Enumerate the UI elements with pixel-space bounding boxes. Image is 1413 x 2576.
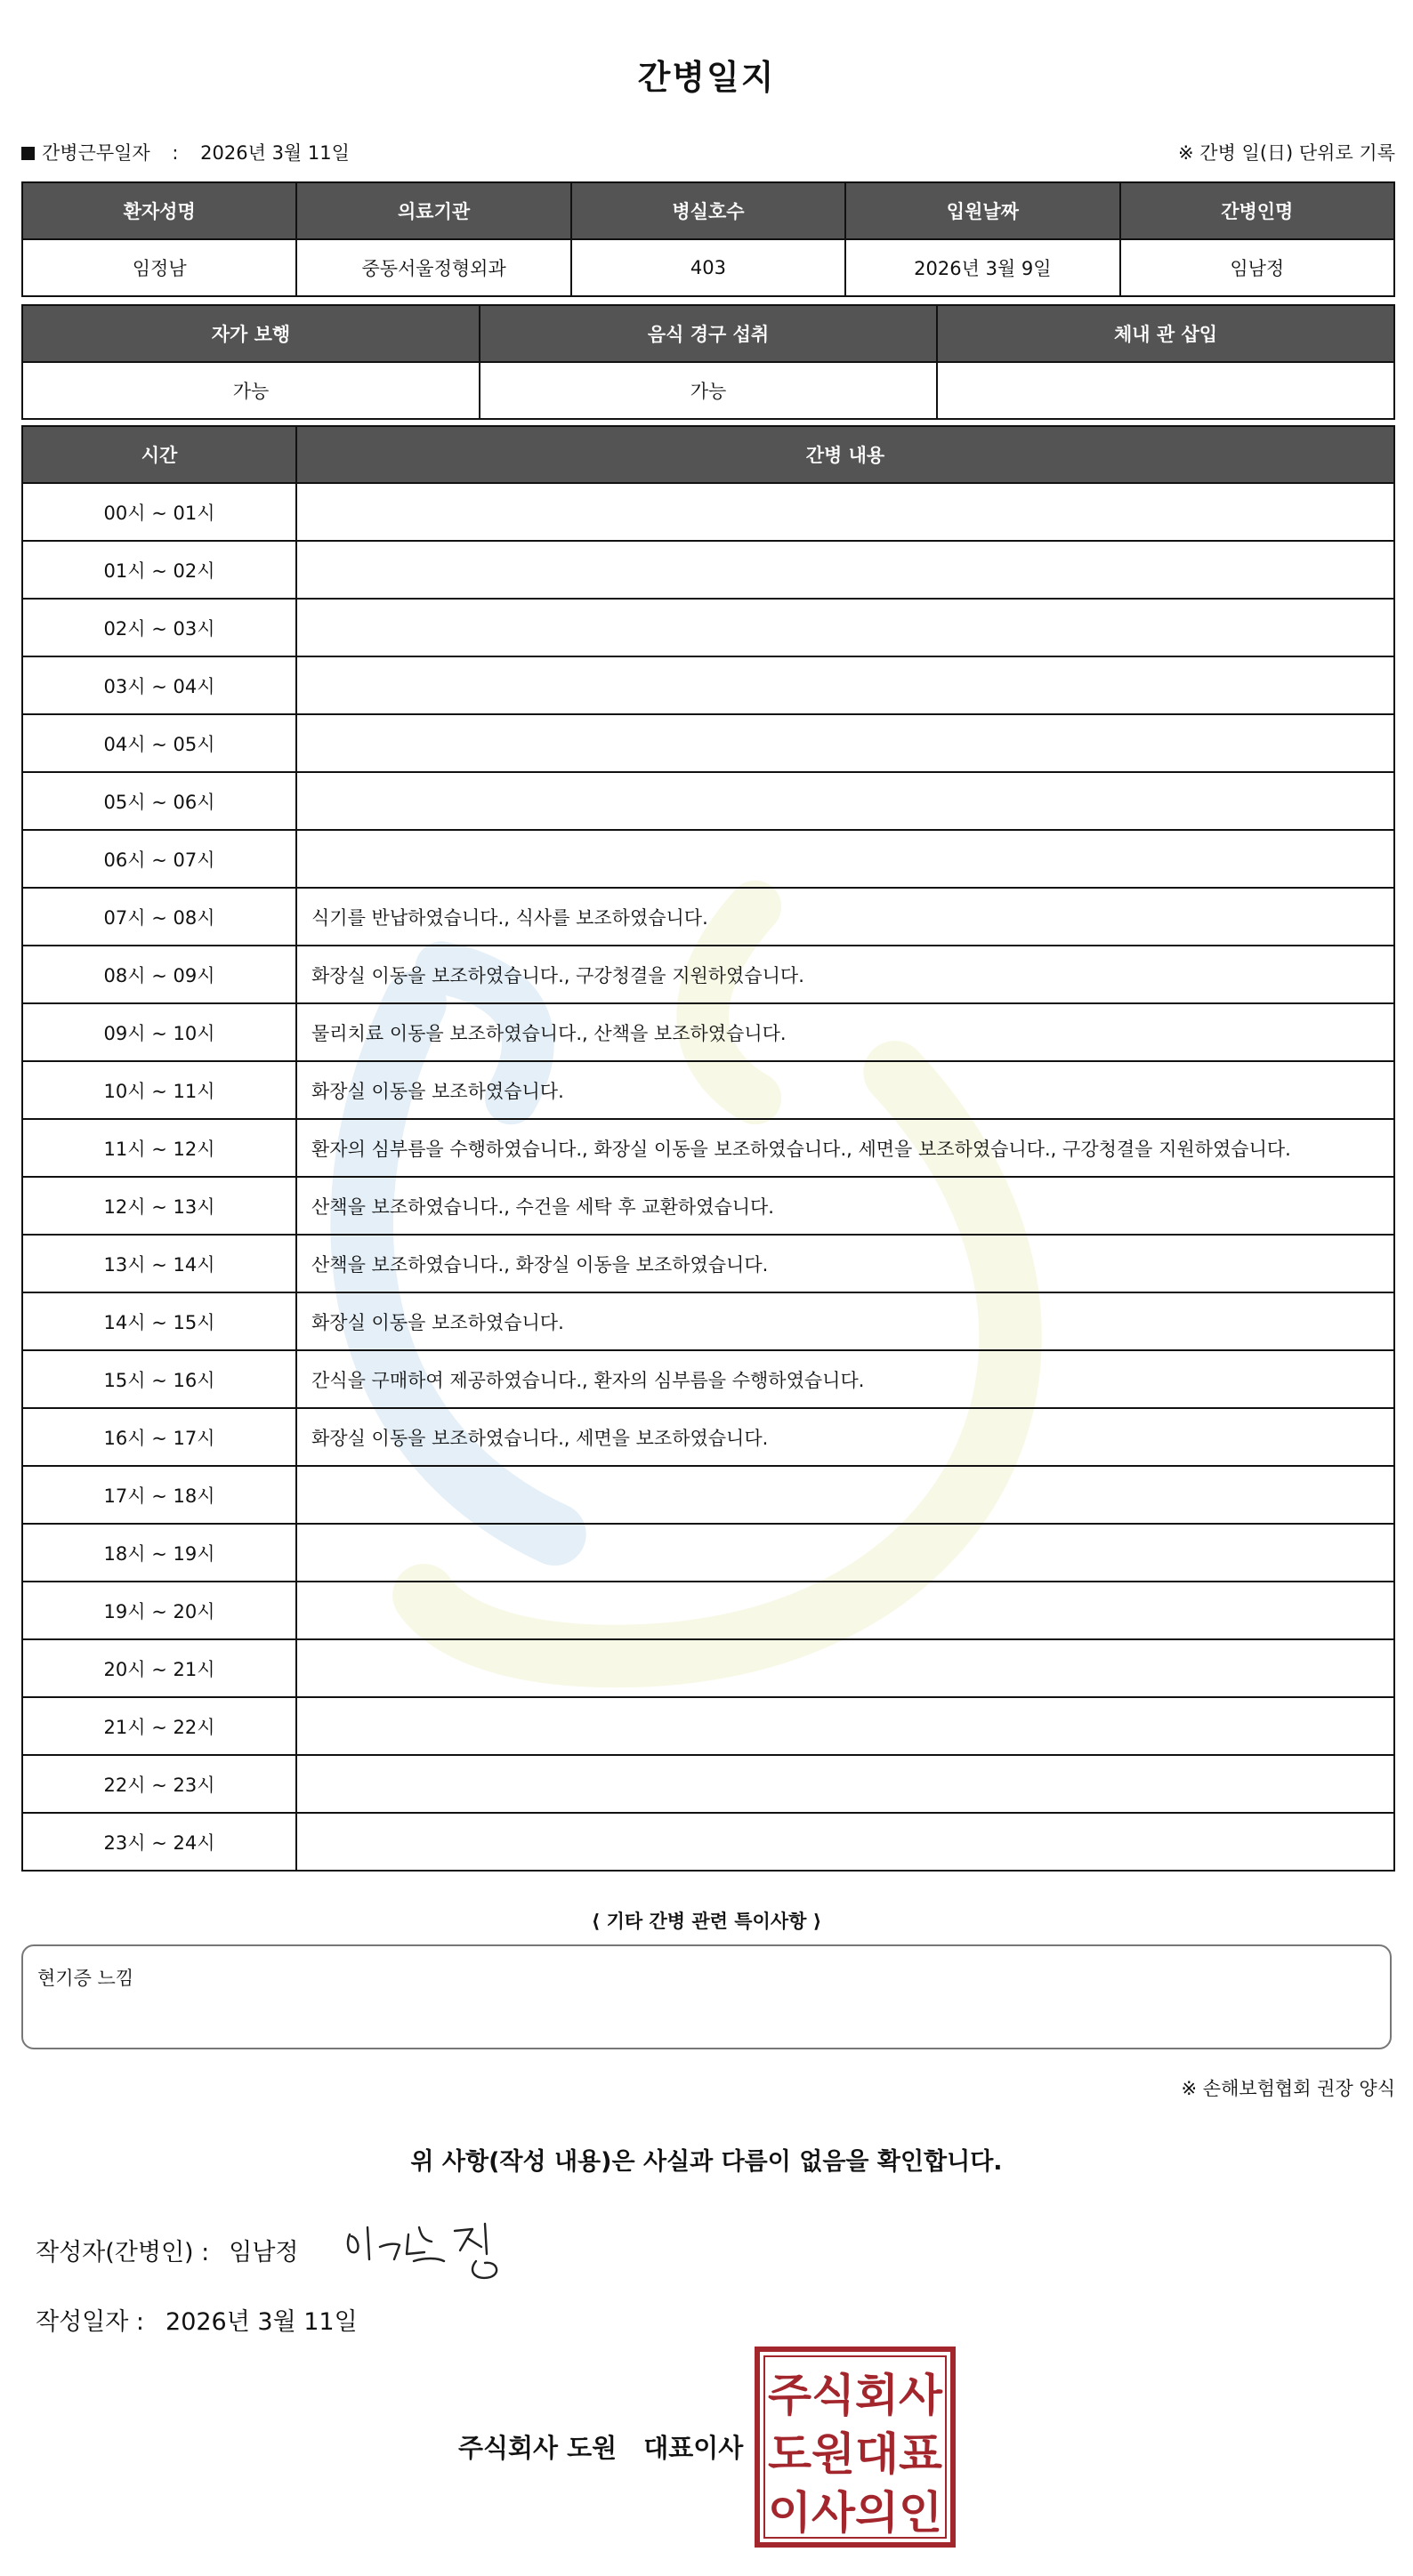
header-oral-intake: 음식 경구 섭취 — [480, 305, 937, 362]
writer-line — [36, 2233, 299, 2267]
care-log-time: 23시 ~ 24시 — [22, 1813, 296, 1871]
patient-status-header-row — [22, 305, 1394, 362]
seal-text-row-1: 주식회사 — [768, 2370, 943, 2421]
care-log-row — [22, 1813, 1394, 1871]
care-log-time: 05시 ~ 06시 — [22, 772, 296, 830]
written-date-line — [36, 2302, 358, 2337]
care-log-content: 산책을 보조하였습니다., 화장실 이동을 보조하였습니다. — [296, 1235, 1394, 1292]
special-notes-content: 현기증 느낌 — [37, 1968, 134, 1989]
care-log-time: 08시 ~ 09시 — [22, 946, 296, 1003]
care-log-content: 화장실 이동을 보조하였습니다., 구강청결을 지원하였습니다. — [296, 946, 1394, 1003]
care-log-content — [296, 1697, 1394, 1755]
care-log-row — [22, 656, 1394, 714]
care-log-row — [22, 1061, 1394, 1119]
care-log-content — [296, 599, 1394, 656]
hospital-name: 중동서울정형외과 — [296, 239, 570, 296]
confirmation-statement: 위 사항(작성 내용)은 사실과 다름이 없음을 확인합니다. — [410, 2148, 1003, 2176]
care-log-row — [22, 830, 1394, 888]
care-log-body — [22, 483, 1394, 1871]
work-date-value: 2026년 3월 11일 — [200, 142, 350, 164]
special-notes-title: ⟨ 기타 간병 관련 특이사항 ⟩ — [591, 1911, 822, 1932]
care-log-time: 17시 ~ 18시 — [22, 1466, 296, 1524]
work-date — [21, 139, 350, 165]
recommended-form-note: ※ 손해보험협회 권장 양식 — [1181, 2078, 1395, 2099]
patient-status-table — [21, 304, 1395, 420]
care-log-content — [296, 1582, 1394, 1639]
care-log-time: 20시 ~ 21시 — [22, 1639, 296, 1697]
patient-info-value-row — [22, 239, 1394, 296]
care-log-row — [22, 599, 1394, 656]
record-unit-note: ※ 간병 일(日) 단위로 기록 — [1178, 142, 1395, 164]
care-log-row — [22, 1177, 1394, 1235]
care-log-time: 09시 ~ 10시 — [22, 1003, 296, 1061]
care-log-time: 01시 ~ 02시 — [22, 541, 296, 599]
care-log-content — [296, 1524, 1394, 1582]
care-log-time: 12시 ~ 13시 — [22, 1177, 296, 1235]
seal-text-row-3: 이사의인 — [768, 2487, 942, 2539]
care-log-time: 16시 ~ 17시 — [22, 1408, 296, 1466]
care-log-content — [296, 541, 1394, 599]
care-log-row — [22, 772, 1394, 830]
care-log-time: 13시 ~ 14시 — [22, 1235, 296, 1292]
header-self-walking: 자가 보행 — [22, 305, 480, 362]
care-log-time: 15시 ~ 16시 — [22, 1350, 296, 1408]
company-name: 주식회사 도원 — [458, 2433, 618, 2463]
care-log-content: 간식을 구매하여 제공하였습니다., 환자의 심부름을 수행하였습니다. — [296, 1350, 1394, 1408]
caregiver-name: 임남정 — [1120, 239, 1394, 296]
care-log-time: 19시 ~ 20시 — [22, 1582, 296, 1639]
care-log-content: 환자의 심부름을 수행하였습니다., 화장실 이동을 보조하였습니다., 세면을 보조하였습니다., 구강청결을 지원하였습니다. — [296, 1119, 1394, 1177]
care-log-time: 03시 ~ 04시 — [22, 656, 296, 714]
header-care-content: 간병 내용 — [296, 426, 1394, 483]
header-patient-name: 환자성명 — [22, 182, 296, 239]
care-log-row — [22, 1466, 1394, 1524]
care-log-content: 화장실 이동을 보조하였습니다., 세면을 보조하였습니다. — [296, 1408, 1394, 1466]
header-time: 시간 — [22, 426, 296, 483]
care-log-time: 02시 ~ 03시 — [22, 599, 296, 656]
self-walking-value: 가능 — [22, 362, 480, 419]
patient-info-table — [21, 181, 1395, 297]
care-log-content: 화장실 이동을 보조하였습니다. — [296, 1061, 1394, 1119]
care-log-header-row — [22, 426, 1394, 483]
care-log-content — [296, 1639, 1394, 1697]
care-log-row — [22, 1119, 1394, 1177]
patient-status-value-row — [22, 362, 1394, 419]
care-log-content — [296, 772, 1394, 830]
care-log-row — [22, 1524, 1394, 1582]
care-log-row — [22, 1003, 1394, 1061]
oral-intake-value: 가능 — [480, 362, 937, 419]
room-number: 403 — [571, 239, 845, 296]
tube-insertion-value — [937, 362, 1394, 419]
header-tube-insertion: 체내 관 삽입 — [937, 305, 1394, 362]
seal-text-row-2: 도원대표 — [768, 2428, 943, 2480]
header-hospital: 의료기관 — [296, 182, 570, 239]
patient-name: 임정남 — [22, 239, 296, 296]
patient-info-header-row — [22, 182, 1394, 239]
care-log-content — [296, 714, 1394, 772]
care-log-row — [22, 1292, 1394, 1350]
care-log-content — [296, 830, 1394, 888]
square-bullet-icon — [21, 147, 35, 160]
care-log-time: 07시 ~ 08시 — [22, 888, 296, 946]
company-seal-stamp — [755, 2347, 956, 2548]
handwritten-signature — [343, 2215, 507, 2286]
special-notes-box — [21, 1944, 1392, 2049]
care-log-time: 22시 ~ 23시 — [22, 1755, 296, 1813]
care-log-row — [22, 1755, 1394, 1813]
care-log-row — [22, 541, 1394, 599]
written-date-value: 2026년 3월 11일 — [166, 2308, 358, 2336]
care-log-content: 식기를 반납하였습니다., 식사를 보조하였습니다. — [296, 888, 1394, 946]
hourly-care-log-table — [21, 425, 1395, 1872]
care-log-content — [296, 1466, 1394, 1524]
care-log-content: 물리치료 이동을 보조하였습니다., 산책을 보조하였습니다. — [296, 1003, 1394, 1061]
care-log-time: 00시 ~ 01시 — [22, 483, 296, 541]
care-log-time: 11시 ~ 12시 — [22, 1119, 296, 1177]
care-log-content — [296, 656, 1394, 714]
care-log-row — [22, 1582, 1394, 1639]
care-log-row — [22, 1235, 1394, 1292]
care-log-content: 화장실 이동을 보조하였습니다. — [296, 1292, 1394, 1350]
care-log-row — [22, 1639, 1394, 1697]
care-log-time: 21시 ~ 22시 — [22, 1697, 296, 1755]
care-log-row — [22, 946, 1394, 1003]
care-log-time: 06시 ~ 07시 — [22, 830, 296, 888]
page-title: 간병일지 — [637, 58, 776, 97]
care-log-row — [22, 483, 1394, 541]
company-ceo-title: 대표이사 — [643, 2433, 744, 2463]
care-log-content — [296, 483, 1394, 541]
work-date-separator: : — [172, 142, 179, 164]
care-log-time: 10시 ~ 11시 — [22, 1061, 296, 1119]
writer-label: 작성자(간병인) : — [36, 2239, 210, 2266]
care-log-content: 산책을 보조하였습니다., 수건을 세탁 후 교환하였습니다. — [296, 1177, 1394, 1235]
work-date-label: 간병근무일자 — [42, 142, 150, 164]
header-room: 병실호수 — [571, 182, 845, 239]
care-log-row — [22, 888, 1394, 946]
care-log-row — [22, 1350, 1394, 1408]
care-log-time: 04시 ~ 05시 — [22, 714, 296, 772]
header-caregiver-name: 간병인명 — [1120, 182, 1394, 239]
care-log-time: 14시 ~ 15시 — [22, 1292, 296, 1350]
company-signoff — [458, 2428, 743, 2465]
written-date-label: 작성일자 : — [36, 2308, 145, 2336]
care-log-content — [296, 1755, 1394, 1813]
care-log-row — [22, 1697, 1394, 1755]
admission-date: 2026년 3월 9일 — [845, 239, 1119, 296]
writer-name: 임남정 — [229, 2239, 299, 2266]
care-log-row — [22, 714, 1394, 772]
header-admission-date: 입원날짜 — [845, 182, 1119, 239]
care-log-time: 18시 ~ 19시 — [22, 1524, 296, 1582]
care-log-content — [296, 1813, 1394, 1871]
care-log-row — [22, 1408, 1394, 1466]
